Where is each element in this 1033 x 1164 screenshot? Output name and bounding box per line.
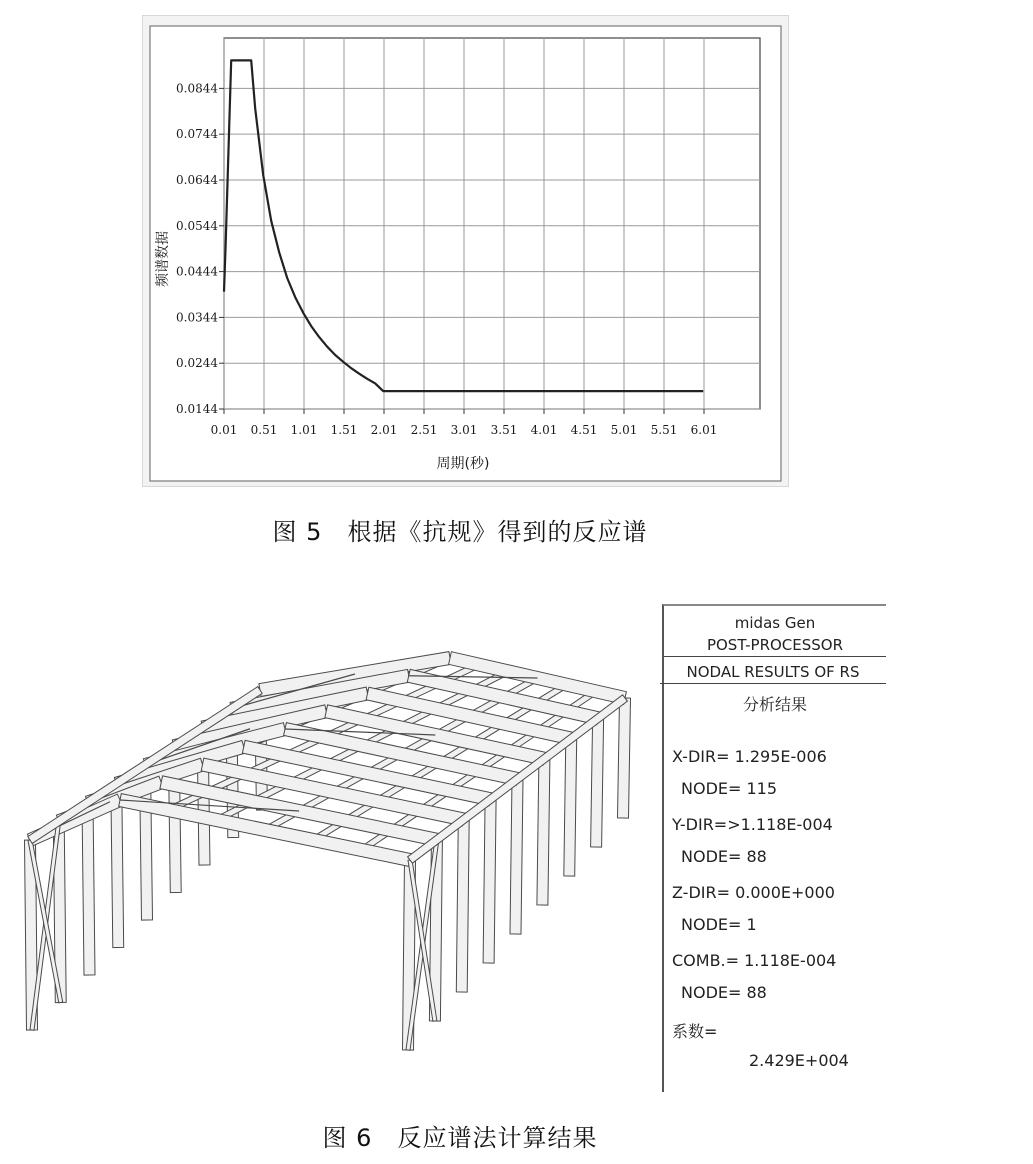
comb-node: NODE= 88 (681, 983, 767, 1002)
left-column (82, 802, 95, 975)
figure5-caption: 图 5 根据《抗规》得到的反应谱 (272, 518, 648, 546)
x-tick-label: 0.01 (210, 423, 238, 437)
y-dir-node: NODE= 88 (681, 847, 767, 866)
y-tick-label: 0.0344 (176, 310, 218, 325)
frame-model-svg (10, 600, 655, 1070)
x-tick-label: 5.01 (610, 423, 638, 437)
panel-analysis-result: 分析结果 (742, 695, 807, 714)
x-tick-label: 2.01 (370, 423, 398, 437)
panel-post-processor: POST-PROCESSOR (664, 634, 886, 657)
panel-nodal-results: NODAL RESULTS OF RS (660, 661, 886, 684)
factor-value: 2.429E+004 (749, 1051, 849, 1070)
z-dir-node: NODE= 1 (681, 915, 757, 934)
x-dir-value: X-DIR= 1.295E-006 (672, 747, 827, 766)
x-tick-label: 1.01 (290, 423, 318, 437)
x-tick-label: 2.51 (410, 423, 438, 437)
z-dir-value: Z-DIR= 0.000E+000 (672, 883, 835, 902)
x-tick-label: 4.51 (570, 423, 598, 437)
y-tick-label: 0.0444 (176, 264, 218, 279)
x-axis-title: 周期(秒) (436, 456, 490, 472)
x-tick-label: 1.51 (330, 423, 358, 437)
x-dir-node: NODE= 115 (681, 779, 778, 798)
right-column (564, 738, 577, 876)
right-column (456, 819, 469, 992)
y-tick-label: 0.0744 (176, 127, 218, 142)
panel-app-name: midas Gen (734, 614, 816, 632)
y-tick-label: 0.0144 (176, 402, 218, 416)
spectrum-chart (142, 15, 789, 487)
left-rafter (27, 794, 122, 846)
frame-model (10, 600, 655, 1070)
x-tick-label: 3.51 (490, 423, 518, 437)
right-column (483, 799, 496, 963)
right-column (618, 698, 631, 818)
x-tick-label: 0.51 (250, 423, 278, 437)
comb-value: COMB.= 1.118E-004 (672, 951, 837, 970)
right-column (591, 718, 604, 847)
spectrum-chart-svg (143, 16, 788, 486)
x-tick-label: 3.01 (450, 423, 478, 437)
x-tick-label: 4.01 (530, 423, 558, 437)
y-tick-label: 0.0544 (176, 218, 218, 233)
y-dir-value: Y-DIR=>1.118E-004 (672, 815, 833, 834)
x-tick-label: 6.01 (690, 423, 718, 437)
y-tick-label: 0.0644 (176, 172, 218, 187)
right-column (537, 759, 550, 905)
y-tick-label: 0.0244 (176, 356, 218, 371)
y-tick-label: 0.0844 (176, 81, 218, 96)
y-axis-title: 频谱数据 (155, 231, 171, 287)
x-tick-label: 5.51 (650, 423, 678, 437)
figure6-caption: 图 6 反应谱法计算结果 (322, 1124, 598, 1152)
right-column (510, 779, 523, 934)
factor-label: 系数= (672, 1022, 718, 1041)
midas-result-panel (662, 604, 886, 1092)
